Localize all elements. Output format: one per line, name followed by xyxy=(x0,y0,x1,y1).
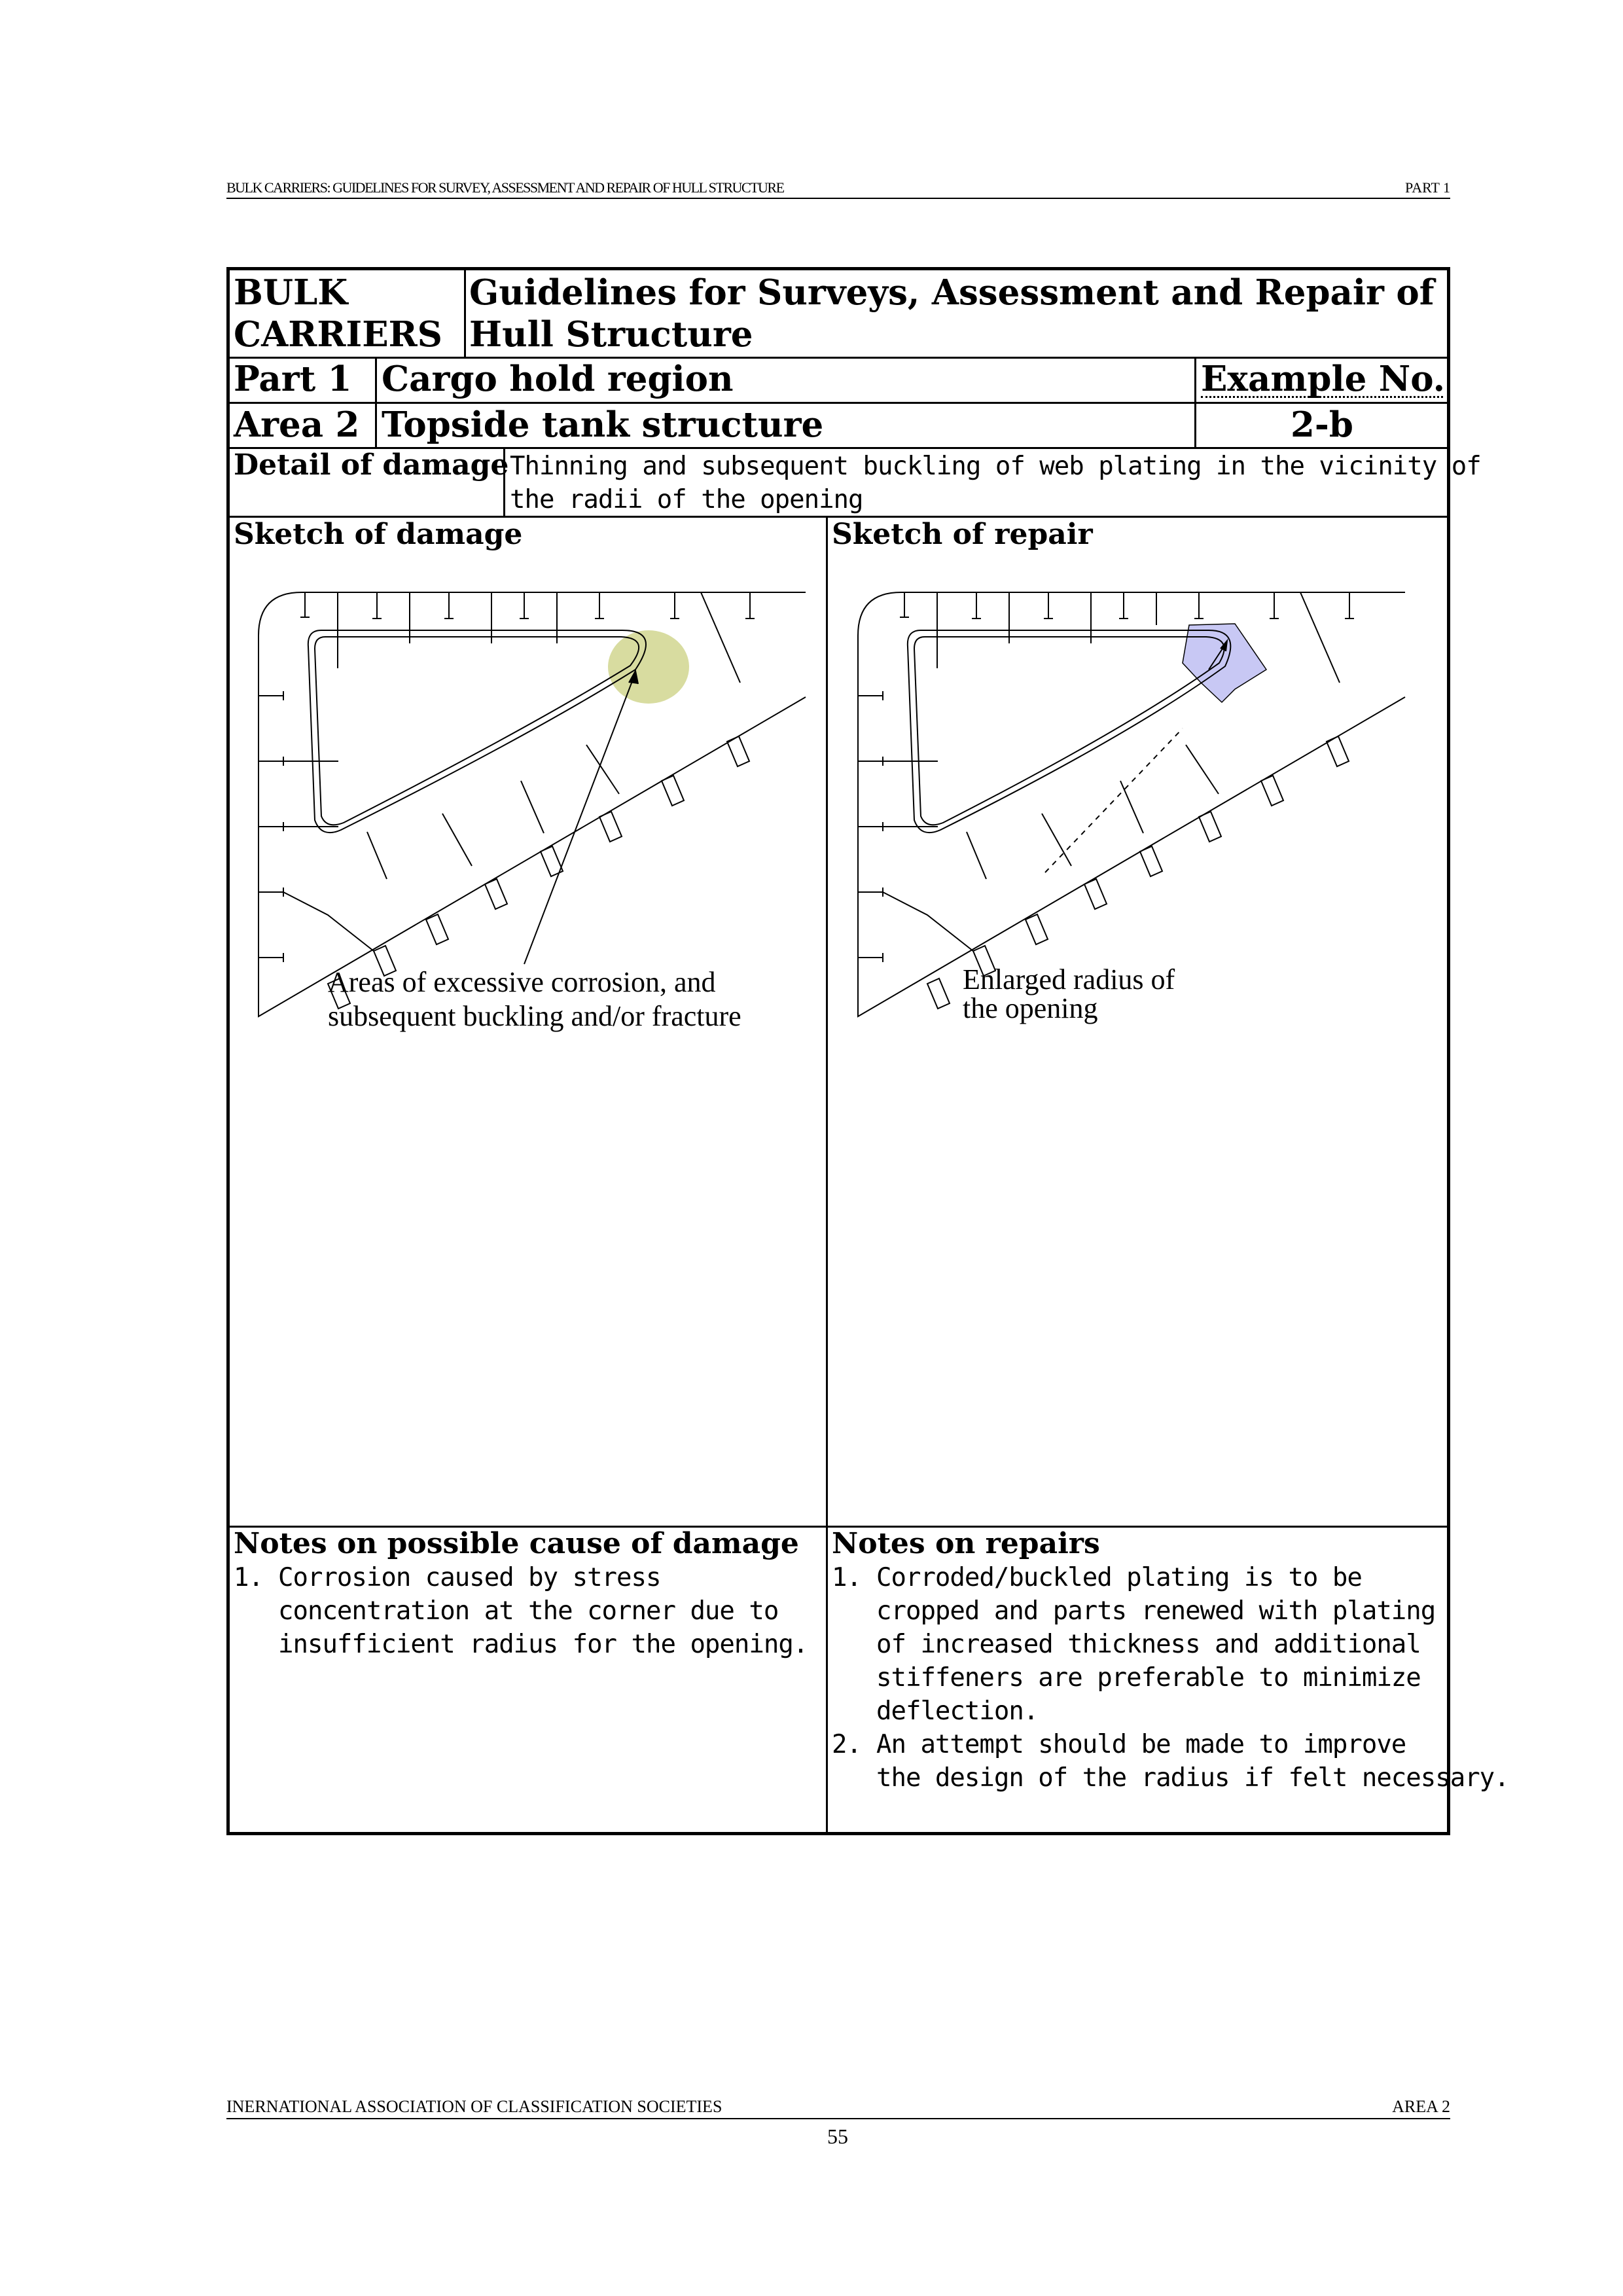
footer-organization: INERNATIONAL ASSOCIATION OF CLASSIFICATION SOCIETIES xyxy=(226,2097,722,2116)
repair-highlight xyxy=(1183,624,1266,702)
notes-cause-list xyxy=(234,1561,808,1661)
side-longitudinals xyxy=(259,691,283,962)
form-frame xyxy=(226,267,1509,1835)
deck-longitudinals xyxy=(900,592,1354,619)
list-item: 1. Corrosion caused by stress xyxy=(234,1561,808,1594)
triangular-opening xyxy=(908,630,1230,833)
area-label: Area 2 xyxy=(234,404,360,445)
list-number: 2. xyxy=(832,1730,861,1759)
web-members xyxy=(883,592,1340,951)
list-item: 1. Corroded/buckled plating is to be xyxy=(832,1561,1509,1594)
notes-cause-heading: Notes on possible cause of damage xyxy=(234,1527,799,1560)
list-item-continuation: concentration at the corner due to xyxy=(278,1596,779,1626)
corrosion-highlight xyxy=(608,630,689,704)
detail-label: Detail of damage xyxy=(234,448,509,482)
document-title-line1: Guidelines for Surveys, Assessment and Repair of xyxy=(469,272,1435,313)
example-number: 2-b xyxy=(1291,404,1353,445)
damage-caption-line1: Areas of excessive corrosion, and xyxy=(328,966,716,998)
list-number: 1. xyxy=(234,1563,263,1592)
damage-caption xyxy=(328,965,741,1033)
list-item-continuation: stiffeners are preferable to minimize xyxy=(876,1663,1421,1693)
detail-text-line2: the radii of the opening xyxy=(510,485,863,514)
cropped-plate-line xyxy=(1045,728,1183,872)
footer xyxy=(226,2097,1450,2119)
deck-longitudinals xyxy=(300,592,755,619)
col-divider xyxy=(1194,357,1196,448)
part-label: Part 1 xyxy=(234,359,352,399)
col-divider xyxy=(826,516,828,1832)
list-item: 2. An attempt should be made to improve xyxy=(832,1728,1509,1761)
list-item-continuation: the design of the radius if felt necessary. xyxy=(876,1763,1509,1793)
document-title-line2: Hull Structure xyxy=(469,314,753,355)
damage-caption-line2: subsequent buckling and/or fracture xyxy=(328,1000,741,1032)
org-label-line2: CARRIERS xyxy=(234,314,442,355)
col-divider xyxy=(464,270,466,358)
example-label: Example No. xyxy=(1201,359,1446,399)
repair-caption-line1: Enlarged radius of xyxy=(963,963,1175,996)
list-item-continuation: insufficient radius for the opening. xyxy=(278,1630,808,1659)
detail-text-line1: Thinning and subsequent buckling of web plating in the vicinity of xyxy=(510,452,1481,481)
sketch-damage-heading: Sketch of damage xyxy=(234,518,523,551)
side-longitudinals xyxy=(858,691,883,962)
damage-sketch xyxy=(243,584,819,1030)
sketch-repair-heading: Sketch of repair xyxy=(832,518,1093,551)
repair-caption xyxy=(963,965,1175,1023)
org-label xyxy=(234,272,442,355)
tank-boundary xyxy=(259,592,806,1016)
list-item-continuation: of increased thickness and additional xyxy=(876,1630,1421,1659)
repair-caption-line2: the opening xyxy=(963,992,1098,1024)
repair-sketch xyxy=(842,584,1418,1030)
col-divider xyxy=(375,357,377,448)
triangular-opening xyxy=(308,630,646,833)
page-number: 55 xyxy=(827,2125,848,2148)
notes-repair-heading: Notes on repairs xyxy=(832,1527,1100,1560)
detail-text xyxy=(510,450,1481,516)
list-item-continuation: deflection. xyxy=(876,1696,1039,1726)
running-header-title: BULK CARRIERS: GUIDELINES FOR SURVEY, ASSESSMENT AND REPAIR OF HULL STRUCTURE xyxy=(226,179,784,196)
footer-area: AREA 2 xyxy=(1392,2097,1450,2116)
document-title xyxy=(469,272,1435,355)
running-header-part: PART 1 xyxy=(1405,179,1450,196)
org-label-line1: BULK xyxy=(234,272,348,313)
notes-repair-list xyxy=(832,1561,1509,1795)
damage-pointer xyxy=(524,676,634,964)
area-value: Topside tank structure xyxy=(382,404,824,445)
list-item-continuation: cropped and parts renewed with plating xyxy=(876,1596,1436,1626)
tank-boundary xyxy=(858,592,1405,1016)
part-value: Cargo hold region xyxy=(382,359,734,399)
list-number: 1. xyxy=(832,1563,861,1592)
running-header xyxy=(226,178,1450,199)
